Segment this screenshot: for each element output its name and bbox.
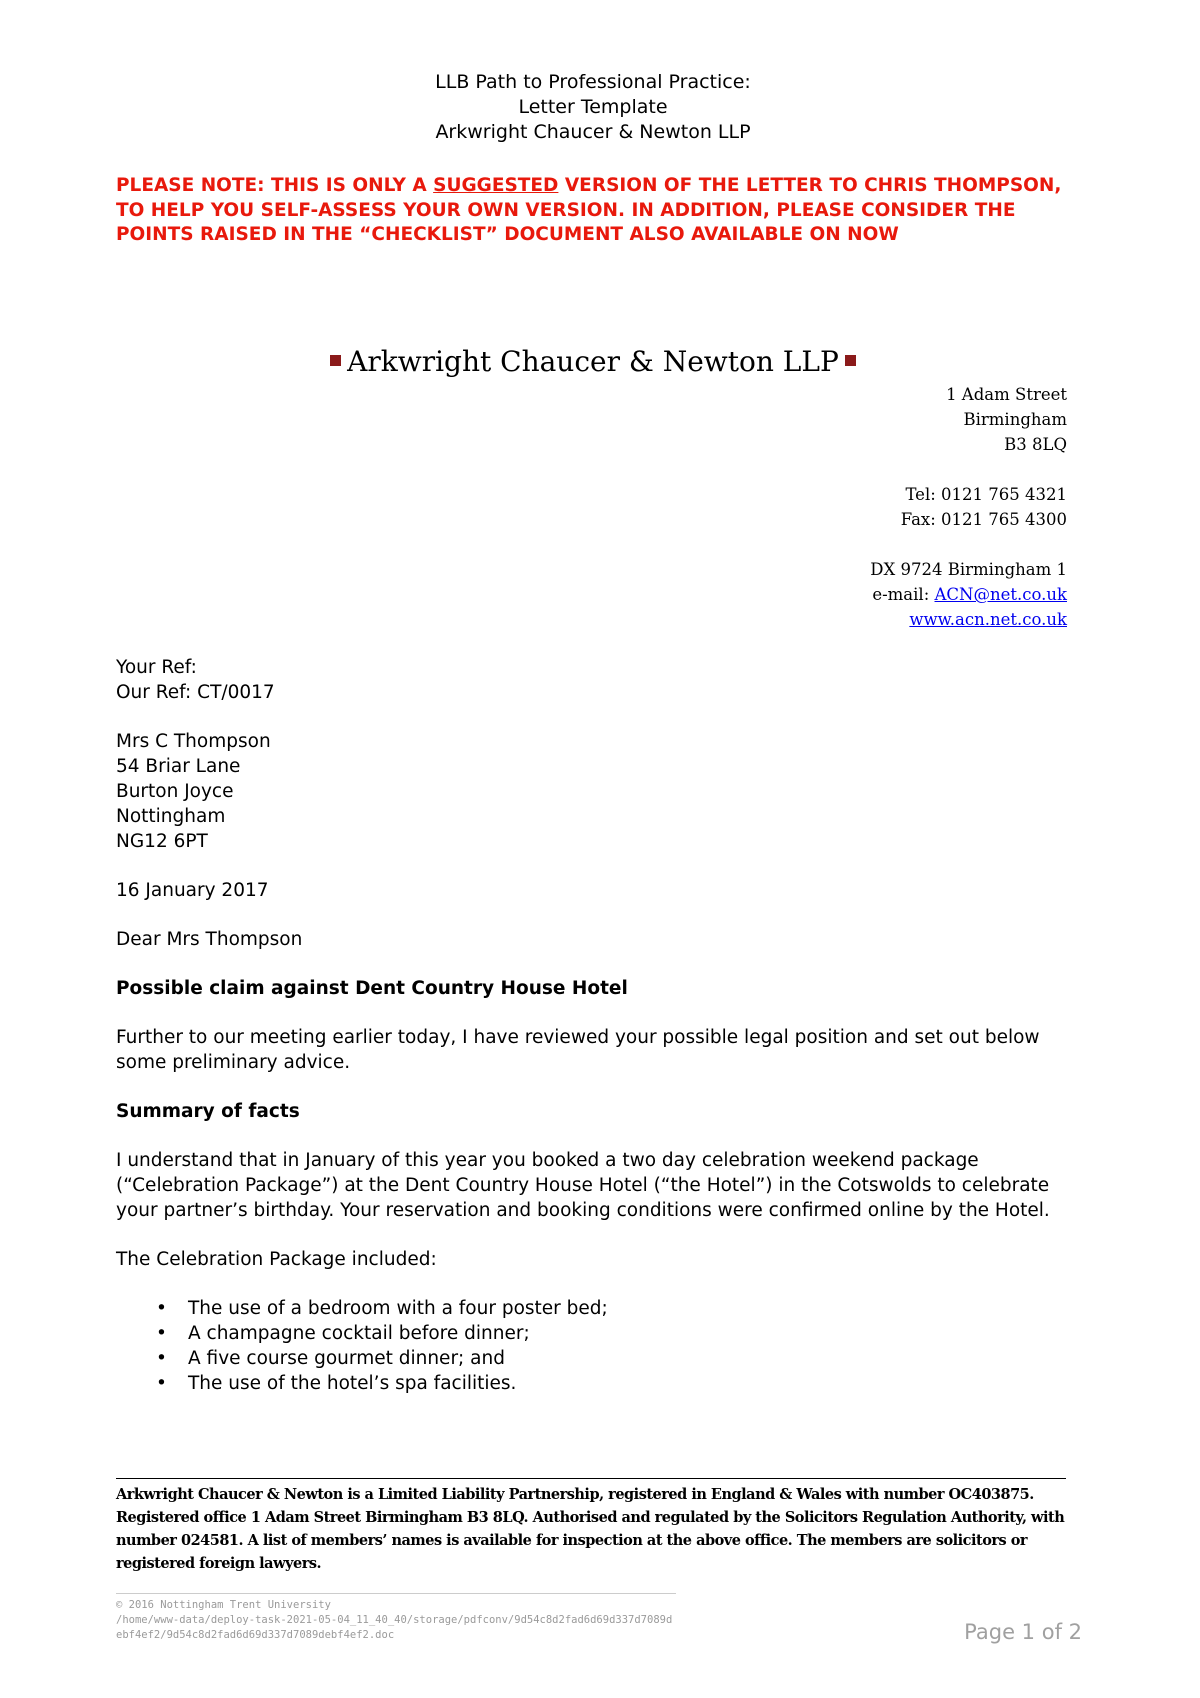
note-underlined-word: SUGGESTED — [433, 175, 559, 196]
address-line-postcode: B3 8LQ — [1004, 435, 1067, 454]
file-path: /home/www-data/deploy-task-2021-05-04_11_40_40/storage/pdfconv/9d54c8d2fad6d69d337d7089debf4ef2/9d54c8d2fad6d69d337d7089debf4ef2.doc — [116, 1614, 673, 1641]
meta-divider — [116, 1593, 676, 1594]
firm-letterhead-title — [116, 344, 1070, 380]
firm-telephone: Tel: 0121 765 4321 — [905, 485, 1067, 504]
copyright-notice: © 2016 Nottingham Trent University — [116, 1599, 331, 1611]
firm-address-block — [870, 382, 1067, 632]
email-link[interactable]: ACN@net.co.uk — [934, 585, 1067, 604]
letter-date: 16 January 2017 — [116, 880, 269, 901]
our-ref: Our Ref: CT/0017 — [116, 682, 275, 703]
list-item: • The use of the hotel’s spa facilities. — [188, 1371, 1076, 1396]
subject-heading: Possible claim against Dent Country House Hotel — [116, 978, 628, 999]
address-line-street: 1 Adam Street — [946, 385, 1067, 404]
firm-dx: DX 9724 Birmingham 1 — [870, 560, 1067, 579]
website-link[interactable]: www.acn.net.co.uk — [909, 610, 1067, 629]
note-part-1: PLEASE NOTE: THIS IS ONLY A — [116, 175, 434, 196]
recipient-postcode: NG12 6PT — [116, 831, 208, 852]
recipient-locality: Burton Joyce — [116, 781, 234, 802]
list-item: • A champagne cocktail before dinner; — [188, 1321, 1076, 1346]
header-line-3: Arkwright Chaucer & Newton LLP — [435, 121, 751, 143]
firm-email-line — [870, 582, 1067, 607]
square-bullet-icon — [330, 355, 341, 366]
header-line-2: Letter Template — [518, 96, 668, 118]
suggested-version-note — [116, 174, 1076, 248]
footer-divider — [116, 1478, 1066, 1479]
square-bullet-icon — [845, 355, 856, 366]
letter-body — [116, 655, 1076, 1396]
summary-heading: Summary of facts — [116, 1101, 300, 1122]
intro-paragraph: Further to our meeting earlier today, I have reviewed your possible legal position and set out below some preliminary advice. — [116, 1027, 1040, 1073]
header-line-1: LLB Path to Professional Practice: — [435, 71, 751, 93]
note-part-2: VERSION OF THE LETTER TO CHRIS THOMPSON, TO HELP YOU SELF-ASSESS YOUR OWN VERSION. IN ADDITION, PLEASE CONSIDER THE POINTS RAISED IN THE “CHECKLIST” DOCUMENT ALSO AVAILABLE ON NOW — [116, 175, 1062, 245]
summary-paragraph: I understand that in January of this year you booked a two day celebration weekend package (“Celebration Package”) at the Dent Country House Hotel (“the Hotel”) in the Cotswolds to celebrate your partner’s birthday. Your reservation and booking conditions were confirmed online by the Hotel. — [116, 1150, 1050, 1221]
firm-fax: Fax: 0121 765 4300 — [900, 510, 1067, 529]
firm-registration-footer: Arkwright Chaucer & Newton is a Limited Liability Partnership, registered in England & Wales with number OC403875. Registered office 1 Adam Street Birmingham B3 8LQ. Authorised and regulated by the Solicitors Regulation Authority, with number 024581. A list of members’ names is available for inspection at the above office. The members are solicitors or registered foreign lawyers. — [116, 1486, 1065, 1572]
firm-name: Arkwright Chaucer & Newton LLP — [347, 345, 839, 378]
page-number: Page 1 of 2 — [964, 1620, 1082, 1644]
address-line-city: Birmingham — [963, 410, 1067, 429]
document-meta — [116, 1598, 676, 1643]
email-label: e-mail: — [872, 585, 935, 604]
recipient-town: Nottingham — [116, 806, 226, 827]
list-item: • The use of a bedroom with a four poster bed; — [188, 1296, 1076, 1321]
recipient-name: Mrs C Thompson — [116, 731, 271, 752]
package-intro: The Celebration Package included: — [116, 1249, 437, 1270]
recipient-street: 54 Briar Lane — [116, 756, 241, 777]
document-header — [116, 70, 1070, 145]
salutation: Dear Mrs Thompson — [116, 929, 303, 950]
list-item: • A five course gourmet dinner; and — [188, 1346, 1076, 1371]
your-ref: Your Ref: — [116, 657, 197, 678]
package-list — [116, 1296, 1076, 1396]
firm-website-line — [870, 607, 1067, 632]
